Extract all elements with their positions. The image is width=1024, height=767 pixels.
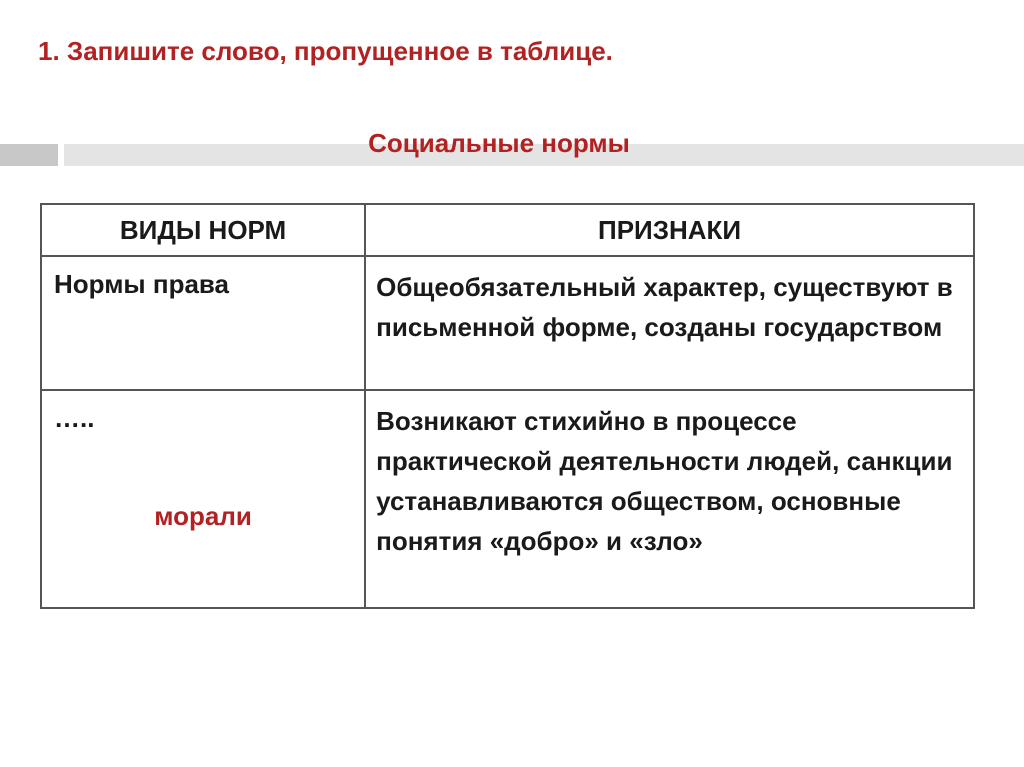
- signs-cell: [365, 256, 974, 390]
- signs-cell: [365, 390, 974, 608]
- kind-label: Нормы права: [54, 269, 230, 299]
- header-signs: ПРИЗНАКИ: [365, 204, 974, 256]
- kind-cell: [41, 390, 365, 608]
- kind-placeholder: …..: [54, 403, 95, 433]
- answer-word: морали: [154, 501, 252, 531]
- signs-text: Общеобязательный характер, существуют в письменной форме, созданы государством: [376, 272, 953, 342]
- table-caption: Социальные нормы: [368, 128, 630, 158]
- header-kinds: ВИДЫ НОРМ: [41, 204, 365, 256]
- signs-text: Возникают стихийно в процессе практической деятельности людей, санкции устанавливаются обществом, основные понятия «добро» и «зло»: [376, 406, 953, 556]
- task-title: 1. Запишите слово, пропущенное в таблице.: [38, 36, 613, 66]
- norms-table: [40, 203, 975, 609]
- table-row: [41, 256, 974, 390]
- kind-cell: [41, 256, 365, 390]
- table-row: [41, 390, 974, 608]
- table-header-row: [41, 204, 974, 256]
